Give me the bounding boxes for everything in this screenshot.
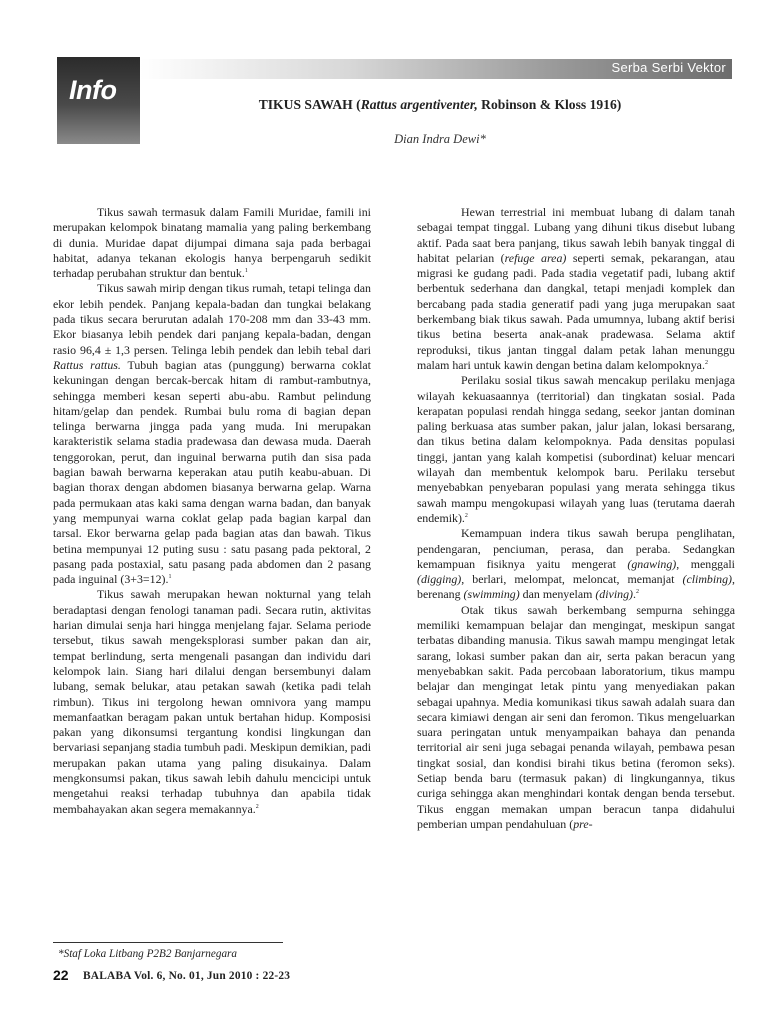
info-badge [57, 57, 140, 144]
reference-mark: 1 [168, 574, 172, 581]
reference-mark: 1 [244, 268, 248, 275]
info-badge-label: Info [69, 75, 117, 105]
title-species: Rattus argentiventer, [360, 97, 478, 112]
reference-mark: 2 [464, 512, 468, 519]
paragraph: Otak tikus sawah berkembang sempurna sehingga memiliki kemampuan belajar dan mengingat, meskipun sangat terbatas dibanding manusia. Tikus sawah mampu mengingat letak sarang, lokasi sumber pakan dan air, serta pakan beracun yang menyebabkan sakit. Pada percobaan laboratorium, tikus mampu belajar dan mengingat letak pintu yang menyediakan pakan sebagai upahnya. Media komunikasi tikus sawah adalah suara dan secara kimiawi dengan air seni dan feromon. Tikus mengeluarkan suara peringatan untuk menyampaikan bahaya dan penanda territorial air seni juga sebagai penanda wilayah, pembawa pesan tingkat sosial, dan kondisi birahi tikus betina (feromon seks). Setiap benda baru (termasuk pakan) di lingkungannya, tikus curiga sehingga akan menghindari kontak dengan benda tersebut. Tikus enggan memakan umpan beracun tanpa didahului pemberian umpan pendahuluan (pre- [417, 602, 735, 831]
paragraph: Tikus sawah merupakan hewan nokturnal yang telah beradaptasi dengan fenologi tanaman padi. Secara rutin, aktivitas harian dimulai senja hari hingga menjelang fajar. Selama periode tersebut, tikus sawah mengeksplorasi sumber pakan dan air, tempat berlindung, serta mengenali pasangan dan individu dari kelompok lain. Siang hari dilalui dengan bersembunyi dalam lubang, semak belukar, atau petakan sawah (ketika padi telah rimbun). Tikus ini tergolong hewan omnivora yang mampu memanfaatkan beragam pakan untuk bertahan hidup. Komposisi pakan yang dikonsumsi tergantung kondisi lingkungan dan bervariasi sepanjang stadia tumbuh padi. Meskipun demikian, padi merupakan pakan utama yang paling disukainya. Dalam mengkonsumsi pakan, tikus sawah lebih dahulu mencicipi untuk mengetahui reaksi terhadap tubuhnya dan apabila tidak membahayakan akan segera memakannya.$^2$ [53, 587, 371, 816]
journal-citation: BALABA Vol. 6, No. 01, Jun 2010 : 22-23 [83, 970, 291, 982]
reference-mark: 2 [635, 589, 639, 596]
left-column [53, 205, 371, 817]
article-title: TIKUS SAWAH (Rattus argentiventer, Robinson & Kloss 1916) [258, 97, 622, 112]
page-number: 22 [53, 967, 69, 983]
author-footnote: *Staf Loka Litbang P2B2 Banjarnegara [58, 948, 237, 960]
section-rubric: Serba Serbi Vektor [611, 60, 726, 75]
article-author: Dian Indra Dewi* [394, 132, 486, 146]
paragraph: Tikus sawah termasuk dalam Famili Muridae, famili ini merupakan kelompok binatang mamalia yang paling berkembang di dunia. Muridae dapat dijumpai dimana saja pada berbagai habitat, adanya tekanan ekologis hanya berpengaruh sedikit terhadap perubahan struktur dan bentuk.$^1$ [53, 205, 371, 281]
reference-mark: 2 [255, 803, 259, 810]
paragraph: Hewan terrestrial ini membuat lubang di dalam tanah sebagai tempat tinggal. Lubang yang dihuni tikus disebut lubang aktif. Pada saat bera panjang, tikus sawah lebih banyak tinggal di habitat pelarian (refuge area) seperti semak, pekarangan, atau migrasi ke gudang padi. Pada stadia vegetatif padi, lubang aktif berbentuk sederhana dan dangkal, tetapi menjadi komplek dan bercabang pada stadia generatif padi yang juga merupakan saat berkembang biak tikus sawah. Pada umumnya, lubang aktif berisi tikus betina beserta anak-anak pradewasa. Selama aktif reproduksi, tikus jantan tinggal dalam petak lahan menunggu malam hari untuk kawin dengan betina dalam kelompoknya.$^2$ [417, 205, 735, 372]
right-column [417, 205, 735, 832]
paragraph: Tikus sawah mirip dengan tikus rumah, tetapi telinga dan ekor lebih pendek. Panjang kepala-badan dan tungkai belakang pada tikus secara berurutan adalah 170-208 mm dan 33-43 mm. Ekor biasanya lebih pendek dari panjang kepala-badan, dengan rasio 96,4 ± 1,3 persen. Telinga lebih pendek dan lebih tebal dari Rattus rattus. Tubuh bagian atas (punggung) berwarna coklat kekuningan dengan bercak-bercak hitam di rambut-rambutnya, sehingga memberi kesan seperti abu-abu. Rambut pelindung hitam/gelap dan pendek. Rumbai bulu roma di bagian depan telinga berwarna jingga pada yang muda. Ini merupakan karakteristik selama stadia pradewasa dan dewasa muda. Daerah tenggorokan, perut, dan inguinal berwarna putih dan sisa pada bagian bawah berwarna keperakan atau putih keabu-abuan. Di bagian thorax dengan abdomen biasanya berwarna gelap. Warna pada permukaan atas kaki sama dengan warna badan, dan banyak yang mempunyai warna coklat gelap pada bagian karpal dan tarsal. Ekor berwarna gelap pada bagian atas dan bawah. Tikus betina mempunyai 12 puting susu : satu pasang pada pektoral, 2 pasang pada postaxial, satu pasang pada abdomen dan 2 pasang pada inguinal (3+3=12).$^1$ [53, 281, 371, 587]
paragraph: Kemampuan indera tikus sawah berupa penglihatan, pendengaran, penciuman, perasa, dan peraba. Sedangkan kemampuan fisiknya yaitu mengerat (gnawing), menggali (digging), berlari, melompat, meloncat, memanjat (climbing), berenang (swimming) dan menyelam (diving).$^2$ [417, 526, 735, 602]
footnote-divider [53, 942, 283, 943]
reference-mark: 2 [704, 360, 708, 366]
paragraph: Perilaku sosial tikus sawah mencakup perilaku menjaga wilayah kekuasaannya (territorial) dan tingkatan sosial. Pada kerapatan populasi rendah hingga sedang, seekor jantan dominan paling berkuasa atas sumber pakan, jalur jalan, lokasi bersarang, dan tikus betina dalam kelompoknya. Pada densitas populasi tinggi, jantan yang kalah kompetisi (subordinat) keluar mencari wilayah dan membentuk kelompok baru. Perilaku tersebut menyebabkan penyebaran populasi yang merata sehingga tikus sawah mampu mengokupasi wilayah yang luas (terutama daerah endemik).$^2$ [417, 373, 735, 525]
